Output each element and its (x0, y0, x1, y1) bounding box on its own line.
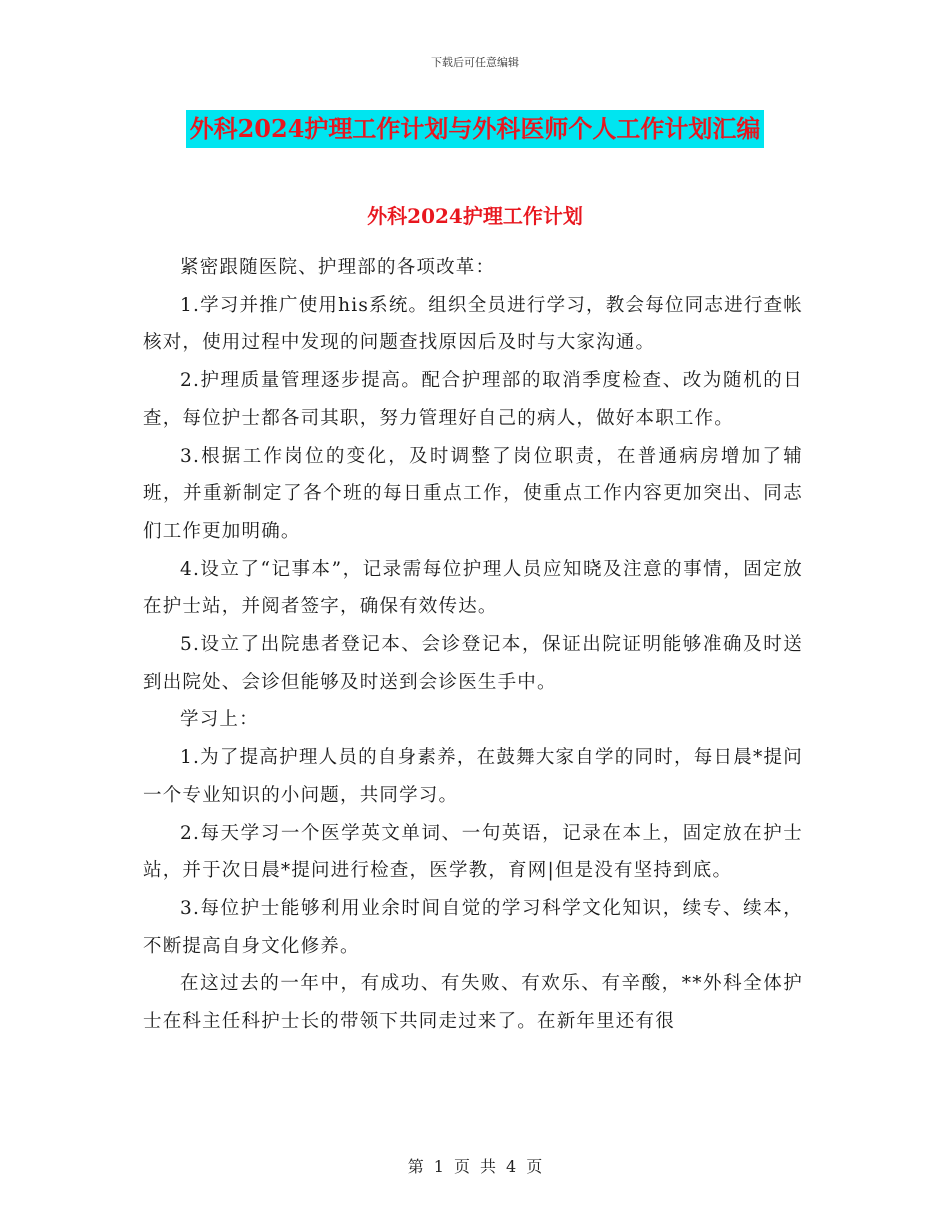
paragraph: 2.护理质量管理逐步提高。配合护理部的取消季度检查、改为随机的日查，每位护士都各司其职，努力管理好自己的病人，做好本职工作。 (143, 370, 803, 429)
document-title-text: 外科2024护理工作计划与外科医师个人工作计划汇编 (186, 110, 765, 148)
footer-di: 第 (407, 1157, 424, 1176)
footer-ye-2: 页 (526, 1157, 543, 1176)
section-title: 外科2024护理工作计划 (367, 204, 583, 228)
paragraph: 学习上： (180, 709, 259, 731)
paragraph: 1.学习并推广使用his系统。组织全员进行学习，教会每位同志进行查帐核对，使用过程中发现的问题查找原因后及时与大家沟通。 (143, 294, 803, 354)
footer-page-number: 1 (433, 1157, 444, 1176)
paragraph: 2.每天学习一个医学英文单词、一句英语，记录在本上，固定放在护士站，并于次日晨*提问进行检查，医学教，育网|但是没有坚持到底。 (143, 822, 803, 882)
document-title (0, 110, 950, 148)
footer-total-pages: 4 (506, 1157, 517, 1176)
page-header-note: 下载后可任意编辑 (431, 56, 519, 69)
paragraph: 在这过去的一年中，有成功、有失败、有欢乐、有辛酸，**外科全体护士在科主任科护士长的带领下共同走过来了。在新年里还有很 (143, 973, 803, 1033)
paragraph: 紧密跟随医院、护理部的各项改革： (180, 257, 496, 278)
paragraph: 3.每位护士能够利用业余时间自觉的学习科学文化知识，续专、续本，不断提高自身文化修养。 (143, 897, 803, 957)
footer-ye: 页 (453, 1157, 470, 1176)
paragraph: 5.设立了出院患者登记本、会诊登记本，保证出院证明能够准确及时送到出院处、会诊但能够及时送到会诊医生手中。 (143, 634, 803, 693)
document-body (143, 249, 803, 1041)
page-footer (0, 1154, 950, 1177)
paragraph: 1.为了提高护理人员的自身素养，在鼓舞大家自学的同时，每日晨*提问一个专业知识的小问题，共同学习。 (143, 747, 803, 806)
paragraph: 4.设立了“记事本”，记录需每位护理人员应知晓及注意的事情，固定放在护士站，并阅者签字，确保有效传达。 (143, 558, 803, 618)
footer-gong: 共 (480, 1157, 497, 1176)
paragraph: 3.根据工作岗位的变化，及时调整了岗位职责，在普通病房增加了辅班，并重新制定了各个班的每日重点工作，使重点工作内容更加突出、同志们工作更加明确。 (143, 445, 803, 542)
